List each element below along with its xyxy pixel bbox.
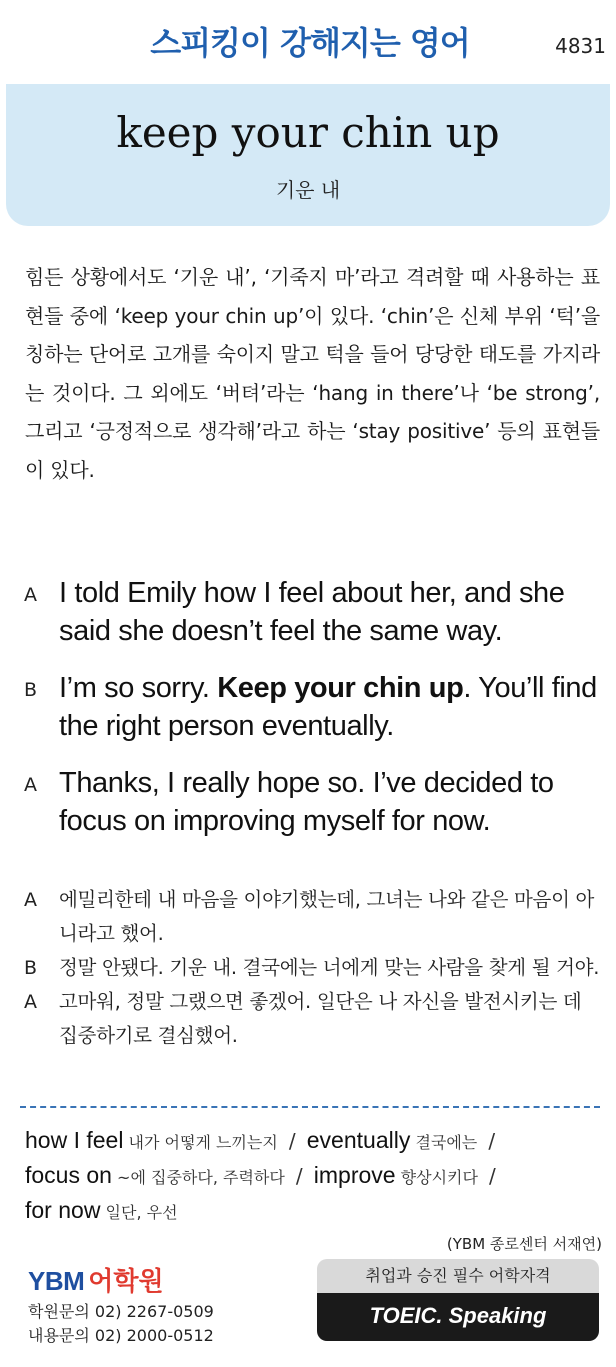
title-box: [6, 84, 610, 226]
dialog-text-after: . You’ll find the right person eventually.: [59, 672, 597, 742]
dashed-divider: [20, 1106, 600, 1108]
ybm-logo: [28, 1261, 164, 1298]
author-credit: (YBM 종로센터 서재연): [446, 1235, 602, 1253]
vocabulary-list: [25, 1124, 600, 1229]
key-expression-highlight: Keep your chin up: [217, 672, 464, 704]
dialog-text: [59, 669, 604, 745]
toeic-speaking-badge: [317, 1259, 599, 1341]
logo-academy-text: 어학원: [88, 1267, 164, 1297]
vocab-term: how I feel: [25, 1127, 124, 1153]
dialog-text: Thanks, I really hope so. I’ve decided to focus on improving myself for now.: [59, 767, 554, 837]
translation-text: 고마워, 정말 그랬으면 좋겠어. 일단은 나 자신을 발전시키는 데 집중하기로 결심했어.: [59, 990, 582, 1047]
vocab-separator: /: [489, 1164, 496, 1188]
vocab-separator: /: [288, 1129, 296, 1153]
speaker-label: A: [24, 774, 37, 796]
translation-text: 에밀리한테 내 마음을 이야기했는데, 그녀는 나와 같은 마음이 아니라고 했어.: [59, 888, 595, 945]
contact-info: [28, 1300, 214, 1348]
logo-ybm-text: YBM: [28, 1266, 85, 1296]
translation-line: [24, 985, 604, 1053]
vocab-meaning: ~에 집중하다, 주력하다: [117, 1168, 285, 1187]
vocab-term: focus on: [25, 1162, 112, 1188]
dialog-line: [24, 764, 604, 840]
vocab-meaning: 일단, 우선: [105, 1203, 178, 1222]
expression-meaning: 기운 내: [275, 178, 341, 202]
translation-text: 정말 안됐다. 기운 내. 결국에는 너에게 맞는 사람을 찾게 될 거야.: [59, 956, 600, 979]
speaker-label: A: [24, 991, 37, 1013]
series-title: 스피킹이 강해지는 영어: [150, 24, 470, 62]
dialog-line: [24, 669, 604, 745]
dialog-line: [24, 574, 604, 650]
vocab-separator: /: [488, 1129, 496, 1153]
content-phone: 내용문의 02) 2000-0512: [28, 1326, 214, 1345]
vocab-term: improve: [313, 1162, 396, 1188]
speaker-label: A: [24, 889, 37, 911]
badge-caption: 취업과 승진 필수 어학자격: [317, 1259, 599, 1293]
dialog-text-before: I’m so sorry.: [59, 672, 218, 704]
vocab-term: eventually: [306, 1127, 411, 1153]
vocab-meaning: 결국에는: [415, 1133, 478, 1152]
speaker-label: B: [24, 957, 38, 979]
translation-line: [24, 883, 604, 951]
korean-translation: [24, 883, 604, 1053]
vocab-meaning: 향상시키다: [400, 1168, 478, 1187]
vocab-meaning: 내가 어떻게 느끼는지: [128, 1133, 278, 1152]
academy-phone: 학원문의 02) 2267-0509: [28, 1302, 214, 1321]
explanation-paragraph: 힘든 상황에서도 ‘기운 내’, ‘기죽지 마’라고 격려할 때 사용하는 표현들 중에 ‘keep your chin up’이 있다. ‘chin’은 신체 부위 ‘턱’을 칭하는 단어로 고개를 숙이지 말고 턱을 들어 당당한 태도를 가지라는 것이다. 그 외에도 ‘버텨’라는 ‘hang in there’나 ‘be strong’, 그리고 ‘긍정적으로 생각해’라고 하는 ‘stay positive’ 등의 표현들이 있다.: [25, 265, 600, 482]
vocab-term: for now: [25, 1197, 101, 1223]
speaker-label: A: [24, 584, 37, 606]
speaker-label: B: [24, 679, 38, 701]
vocab-separator: /: [295, 1164, 303, 1188]
badge-title: TOEIC. Speaking: [317, 1293, 599, 1341]
header: [0, 0, 616, 84]
translation-line: [24, 951, 604, 985]
expression-title: keep your chin up: [116, 108, 500, 157]
english-dialog: [24, 574, 604, 859]
issue-number: 4831: [555, 34, 606, 58]
dialog-text: I told Emily how I feel about her, and she said she doesn’t feel the same way.: [59, 577, 565, 647]
